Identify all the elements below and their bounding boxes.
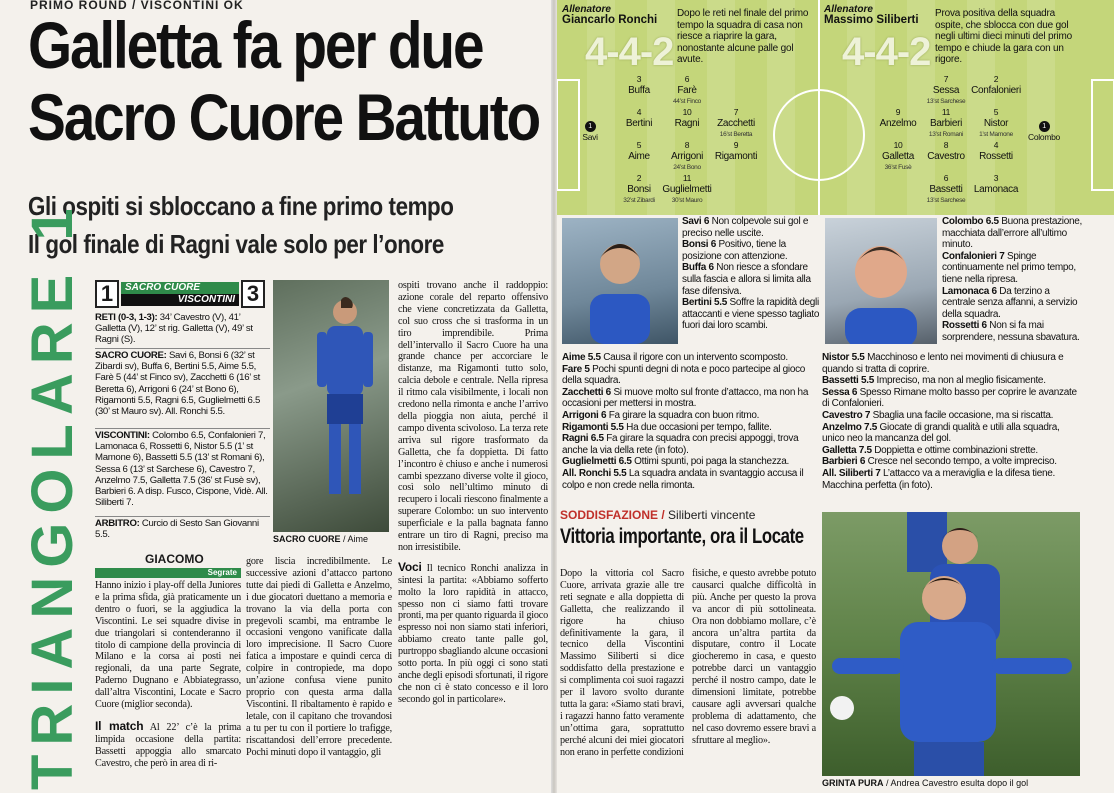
subtitle-line-1: Gli ospiti si sbloccano a fine primo tempo (28, 191, 454, 221)
visc-text: Colombo 6.5, Confalonieri 7, Lamonaca 6, Rossetti 6, Nistor 5.5 (1’ st Mamone 6), Bassetti 5.5 (13’ st Romani 6), Sessa 6 (13’ st Sarchese 6), Cavestro 7, Anzelmo 7.5, Galletta 7.5 (36’ st Fusè sv), Barbieri 6. A disp. Fusco, Cispone, Vidè. All. Siliberti 7. (95, 430, 268, 509)
rating-text: Soffre la rapidità degli attaccanti e viene spesso tagliato fuori dai loro scambi. (682, 297, 820, 332)
coach-left (562, 4, 657, 26)
referee (95, 518, 270, 542)
article-para: Al 22’ c’è la prima limpida occasione della partita: Bassetti appoggia allo smarcato Cavestro, che però in area di ri- (95, 721, 241, 769)
player-sub: 30’st Mauro (671, 197, 703, 204)
sacro-lineup (95, 350, 270, 426)
player-number: 7 (733, 107, 739, 117)
player-number: 8 (943, 140, 949, 150)
caption-bold: GRINTA PURA (822, 778, 884, 788)
player-number: 1 (585, 121, 596, 132)
rating-name: Rigamonti 5.5 (562, 421, 624, 433)
arb-label: ARBITRO: (95, 518, 140, 529)
rating-text: Si muove molto sul fronte d’attacco, ma non ha occasioni per mettersi in mostra. (562, 386, 809, 410)
player-number: 1 (1039, 121, 1050, 132)
rating-text: Cresce nel secondo tempo, a volte impreciso. (867, 456, 1057, 468)
article-col-3 (398, 280, 548, 792)
player-fare (657, 74, 717, 107)
rating-item (942, 286, 1082, 321)
rating-text: Spesso Rimane molto basso per coprire le avanzate di Confalonieri. (822, 386, 1077, 410)
player-sub: 24’st Bono (673, 164, 701, 171)
coach-portrait-icon (843, 228, 919, 344)
player-name: Bertini (625, 118, 653, 129)
article-subhead: Il match (95, 718, 144, 733)
player-name: Farè (677, 85, 697, 96)
rating-name: Guglielmetti 6.5 (562, 456, 632, 468)
caption-bold: SACRO CUORE (273, 534, 341, 544)
player-figure-icon (315, 292, 375, 502)
player-name: Confalonieri (971, 85, 1021, 96)
rating-name: Ragni 6.5 (562, 433, 604, 445)
coach-label: Allenatore (824, 4, 873, 15)
player-number: 11 (941, 107, 951, 117)
player-number: 6 (684, 74, 690, 84)
sacro-label: SACRO CUORE: (95, 350, 167, 361)
caption-text: / Aime (343, 534, 369, 544)
coach-name: Giancarlo Ronchi (562, 14, 658, 26)
rating-text: L’attacco va a meraviglia e la difesa tiene. Macchina perfetta (in foto). (822, 467, 1055, 491)
rating-item (822, 445, 1084, 457)
player-name: Zacchetti (717, 118, 755, 129)
player-number: 10 (893, 140, 903, 150)
rating-name: Buffa 6 (682, 262, 714, 274)
player-name: Bassetti (929, 184, 963, 195)
photo-cavestro (822, 512, 1080, 776)
player-name: Cavestro (927, 151, 965, 162)
player-rigamonti (706, 140, 766, 162)
rating-item (562, 456, 818, 468)
ratings-right-bottom (822, 352, 1084, 491)
player-number: 5 (636, 140, 642, 150)
rating-item (562, 352, 818, 364)
reti-box (95, 312, 270, 348)
reti-label: RETI (0-3, 1-3): (95, 312, 158, 323)
player-name: Bonsi (627, 184, 651, 195)
player-number: 4 (636, 107, 642, 117)
player-sub: 1’st Mamone (979, 131, 1013, 138)
player-sub: 36’st Fusè (884, 164, 912, 171)
rating-name: Lamonaca 6 (942, 285, 997, 297)
player-lamonaca (966, 173, 1026, 195)
rating-item (942, 320, 1082, 343)
rating-item (822, 352, 1084, 375)
rating-name: Colombo 6.5 (942, 216, 999, 227)
rating-item (682, 239, 820, 262)
rating-name: All. Siliberti 7 (822, 467, 881, 479)
rating-name: All. Ronchi 5.5 (562, 467, 627, 479)
rating-item (682, 297, 820, 332)
celebration-figure-icon (822, 512, 1080, 776)
player-sub: 16’st Beretta (719, 131, 753, 138)
player-confalonieri (966, 74, 1026, 96)
player-name: Sessa (932, 85, 960, 96)
player-name: Savi (582, 132, 598, 142)
rating-text: Macchinoso e lento nei movimenti di chiusura e quando si tratta di coprire. (822, 352, 1064, 375)
kicker-strip: PRIMO ROUND / VISCONTINI OK (30, 0, 244, 10)
player-name: Rossetti (979, 151, 1013, 162)
rating-name: Savi 6 (682, 216, 710, 227)
ratings-left-top (682, 216, 820, 332)
player-name: Galletta (881, 151, 915, 162)
visc-lineup (95, 430, 270, 514)
rating-text: Giocate di grandi qualità e utili alla squadra, unico neo la mancanza del gol. (822, 421, 1060, 445)
player-sub: 13’st Sarchese (926, 197, 966, 204)
player-name: Anzelmo (879, 118, 917, 129)
sidebar-kicker (560, 508, 820, 522)
ratings-left-bottom (562, 352, 818, 491)
rating-name: Cavestro 7 (822, 409, 871, 421)
rating-text: Causa il rigore con un intervento scomposto. (603, 352, 788, 363)
rating-text: Pochi spunti degni di nota e poco partecipe al gioco della squadra. (562, 363, 806, 387)
article-para: ospiti trovano anche il raddoppio: azione corale del reparto offensivo che viene concretizzata da Galletta, col suo cross che si trasforma in un tiro imprendibile. Prima dell’intervallo il Sacro Cuore ha una grande chance per accorciare le distanze, ma Rigamonti tutto solo, calcia debole e centrale. Nella ripresa il ritmo cala visibilmente, i locali non credono nella rimonta e anche l’arrivo della pioggia non aiuta, perché il campo diventa scivoloso. La terza rete arriva sul rigore trasformato da Galletta, che fa doppietta. Di fatto l’incontro è chiuso e anche i numerosi cambi spezzano diverse volte il gioco, così solo nell’ultimo minuto di recupero i locali riescono finalmente a superare Colombo: un suo intervento superficiale e la palla bagnata fanno entrare un tiro di Ragni, preciso ma non irresistibile. (398, 280, 548, 553)
player-portrait-icon (590, 228, 650, 344)
player-sub: 13’st Sarchese (926, 98, 966, 105)
player-rossetti (966, 140, 1026, 162)
kicker-rest: Siliberti vincente (668, 508, 756, 522)
player-number: 4 (993, 140, 999, 150)
rating-item (942, 251, 1082, 286)
caption-text: / Andrea Cavestro esulta dopo il gol (886, 778, 1029, 788)
rating-item (562, 422, 818, 434)
player-number: 2 (993, 74, 999, 84)
rating-item (562, 433, 818, 456)
home-team: SACRO CUORE (121, 282, 239, 294)
rating-name: Rossetti 6 (942, 320, 987, 332)
player-sub: 13’st Romani (928, 131, 964, 138)
sidebar-col-1: Dopo la vittoria col Sacro Cuore, arrivata grazie alle tre reti segnate e alla doppietta di Galletta, che realizzando il rigore ha chiuso definitivamente la gara, il tecnico della Viscontini Massimo Siliberti si dice soddisfatto della prestazione e si complimenta coi suoi ragazzi per il lavoro svolto durante tutta la gara: «Siamo stati bravi, i ragazzi hanno fatto veramente un’ottima gara, soprattutto perché alcuni dei miei giocatori non erano in perfette condizioni (560, 568, 684, 758)
photo-cavestro-caption (822, 778, 1082, 789)
coach-right (824, 4, 919, 26)
reti-text: 34’ Cavestro (V), 41’ Galletta (V), 12’ st rig. Galletta (V), 49’ st Ragni (S). (95, 312, 253, 346)
article-para: Hanno inizio i play-off della Juniores e la prima sfida, già praticamente un dentro o fuori, se la aggiudica la Viscontini. Le sei squadre divise in due triangolari si contenderanno il titolo di campione della provincia di Milano e la corsa ai posti nei regionali, da una parte Segrate, Paderno Dugnano e Abbiategrasso, dall’altra Viscontini, Locate e Sacro Cuore (miglior seconda). (95, 580, 241, 711)
author-name: GIACOMO (145, 552, 204, 566)
section-vertical-label: TRIANGOLARE 1 (20, 199, 85, 790)
player-name: Barbieri (929, 118, 963, 129)
player-number: 11 (682, 173, 692, 183)
team-bar (121, 282, 239, 306)
rating-text: Non riesce a sfondare sulla fascia e allora si limita alla fase difensiva. (682, 262, 811, 297)
article-col-2: gore liscia incredibilmente. Le successive azioni d’attacco partono tutte dai piedi di Galletta e Anzelmo, i due giocatori duettano a memoria e trovano la via della porta con pregevoli scambi, ma entrambe le occasioni vengono vanificate dalla loro imprecisione. Il Sacro Cuore fatica a impostare e quindi cerca di colpire in contropiede, ma dopo un’azione confusa viene punito proprio con questa arma dalla Viscontini. Il ribaltamento è rapido e letale, con il capitano che trovandosi a tu per tu con il portiere lo trafigge, riscattandosi dell’errore precedente. Pochi minuti dopo il vantaggio, gli (246, 556, 392, 758)
subtitle-line-2: Il gol finale di Ragni vale solo per l’onore (28, 229, 444, 259)
rating-item (562, 410, 818, 422)
lineup-note-right: Prova positiva della squadra ospite, che sblocca con due gol negli ultimi dieci minuti del primo tempo e chiude la gara con un rigore. (935, 8, 1072, 66)
player-name: Guglielmetti (662, 184, 712, 195)
author-location: Segrate (95, 568, 241, 578)
divider (95, 428, 270, 429)
ratings-right-top (942, 216, 1082, 344)
photo-aime (273, 280, 389, 532)
player-number: 8 (684, 140, 690, 150)
rating-name: Barbieri 6 (822, 456, 866, 468)
player-zacchetti (706, 107, 766, 140)
rating-text: Impreciso, ma non al meglio fisicamente. (876, 375, 1046, 387)
player-name: Rigamonti (714, 151, 758, 162)
home-score: 1 (95, 280, 119, 308)
sidebar-col-2: fisiche, e questo avrebbe potuto causarci qualche difficoltà in più. Anche per questo la prova va ancor di più sottolineata. Ora non dobbiamo mollare, c’è ancora un’altra partita da disputare, contro il Locate giocheremo in casa, e questo potrebbe darci un vantaggio perché il nostro campo, date le dimensioni limitate, potrebbe causare agli avversari qualche problema di adattamento, che nel caso dovremo essere bravi a sfruttare al meglio». (692, 568, 816, 746)
rating-text: Fa girare la squadra con precisi appoggi, trova anche la via della rete (in foto). (562, 433, 799, 456)
headline-line-1: Galletta fa per due (28, 8, 483, 82)
player-number: 3 (636, 74, 642, 84)
player-sub: 44’st Finco (672, 98, 701, 105)
divider (95, 516, 270, 517)
rating-name: Nistor 5.5 (822, 352, 865, 363)
rating-item (682, 262, 820, 297)
player-number: 9 (895, 107, 901, 117)
player-name: Arrigoni (670, 151, 704, 162)
sacro-text: Savi 6, Bonsi 6 (32’ st Zibardi sv), Buffa 6, Bertini 5.5, Aime 5.5, Farè 5 (44’ st Finco sv), Zacchetti 6 (16’ st Beretta 6), Arrigoni 6 (24’ st Bono 6), Rigamonti 5.5, Ragni 6.5, Guglielmetti 6.5 (30’ st Mauro sv). All. Ronchi 5.5. (95, 350, 260, 418)
divider (95, 348, 270, 349)
sidebar-title: Vittoria importante, ora il Locate (560, 525, 804, 548)
rating-item (822, 468, 1084, 491)
rating-item (822, 422, 1084, 445)
kicker-red: SODDISFAZIONE / (560, 508, 665, 522)
rating-name: Fare 5 (562, 363, 590, 375)
rating-item (822, 456, 1084, 468)
player-number: 6 (943, 173, 949, 183)
rating-text: Non colpevole sui gol e preciso nelle uscite. (682, 216, 809, 239)
scoreboard (95, 280, 265, 308)
rating-text: Da terzino a centrale senza affanni, a servizio della squadra. (942, 285, 1078, 320)
rating-item (682, 216, 820, 239)
rating-text: Spinge continuamente nel primo tempo, tiene nella ripresa. (942, 250, 1076, 285)
rating-name: Arrigoni 6 (562, 409, 607, 421)
formation-left: 4-4-2 (585, 30, 674, 74)
rating-text: Ottimi spunti, poi paga la stanchezza. (634, 456, 789, 468)
player-number: 3 (993, 173, 999, 183)
rating-text: Non si fa mai sorprendere, nessuna sbavatura. (942, 320, 1080, 343)
player-number: 7 (943, 74, 949, 84)
away-score: 3 (241, 280, 265, 308)
photo-siliberti (825, 218, 937, 344)
rating-name: Galletta 7.5 (822, 444, 872, 456)
player-number: 10 (682, 107, 692, 117)
lineup-note-left: Dopo le reti nel finale del primo tempo la squadra di casa non riesce a riaprire la gara, nonostante alcune palle gol avute. (677, 8, 809, 66)
rating-name: Zacchetti 6 (562, 386, 611, 398)
coach-name: Massimo Siliberti (824, 14, 919, 26)
rating-text: La squadra andata in svantaggio accusa il colpo e non crede nella rimonta. (562, 467, 804, 491)
coach-label: Allenatore (562, 4, 611, 15)
rating-name: Aime 5.5 (562, 352, 601, 363)
rating-item (562, 468, 818, 491)
rating-text: Buona prestazione, macchiata dall’errore all’ultimo minuto. (942, 216, 1082, 251)
player-number: 5 (993, 107, 999, 117)
player-name: Aime (628, 151, 650, 162)
player-name: Nistor (983, 118, 1009, 129)
rating-item (822, 410, 1084, 422)
article-col-1 (95, 580, 241, 792)
rating-text: Fa girare la squadra con buon ritmo. (608, 409, 760, 421)
rating-name: Confalonieri 7 (942, 250, 1005, 262)
rating-name: Bassetti 5.5 (822, 375, 874, 387)
photo-ragni (562, 218, 678, 344)
player-guglielmetti (657, 173, 717, 206)
visc-label: VISCONTINI: (95, 430, 150, 441)
rating-text: Ha due occasioni per tempo, fallite. (626, 421, 772, 433)
player-sub: 32’st Zibardi (623, 197, 655, 204)
rating-item (942, 216, 1082, 251)
player-number: 9 (733, 140, 739, 150)
article-para: Il tecnico Ronchi analizza in sintesi la partita: «Abbiamo sofferto molto la loro rapidità in attacco, spesso non ci siamo fatti trovare pronti, ma per quanto riguarda il gioco espresso noi non siamo stati inferiori, abbiamo creato tante palle gol, purtroppo sbagliando alcune occasioni sotto porta. In più oggi ci sono stati anche degli episodi sfortunati, il rigore che non ci è stato concesso e il loro secondo gol in particolare». (398, 562, 548, 705)
rating-name: Anzelmo 7.5 (822, 421, 878, 433)
headline-line-2: Sacro Cuore Battuto (28, 80, 540, 154)
player-name: Ragni (674, 118, 700, 129)
rating-item (562, 387, 818, 410)
rating-item (822, 387, 1084, 410)
article-subhead: Voci (398, 559, 422, 574)
rating-item (562, 364, 818, 387)
rating-text: Sbaglia una facile occasione, ma si riscatta. (872, 409, 1054, 421)
rating-name: Bertini 5.5 (682, 297, 728, 309)
rating-text: Doppietta e ottime combinazioni strette. (874, 444, 1038, 456)
player-name: Lamonaca (973, 184, 1019, 195)
away-team: VISCONTINI (177, 294, 235, 305)
player-name: Buffa (628, 85, 650, 96)
player-number: 2 (636, 173, 642, 183)
arb-text: Curcio di Sesto San Giovanni 5.5. (95, 518, 259, 541)
rating-name: Sessa 6 (822, 386, 858, 398)
photo-aime-caption (273, 534, 391, 545)
player-name: Colombo (1028, 132, 1060, 142)
rating-name: Bonsi 6 (682, 239, 717, 251)
rating-text: Positivo, tiene la posizione con attenzione. (682, 239, 788, 262)
formation-right: 4-4-2 (842, 30, 931, 74)
rating-item (822, 375, 1084, 387)
